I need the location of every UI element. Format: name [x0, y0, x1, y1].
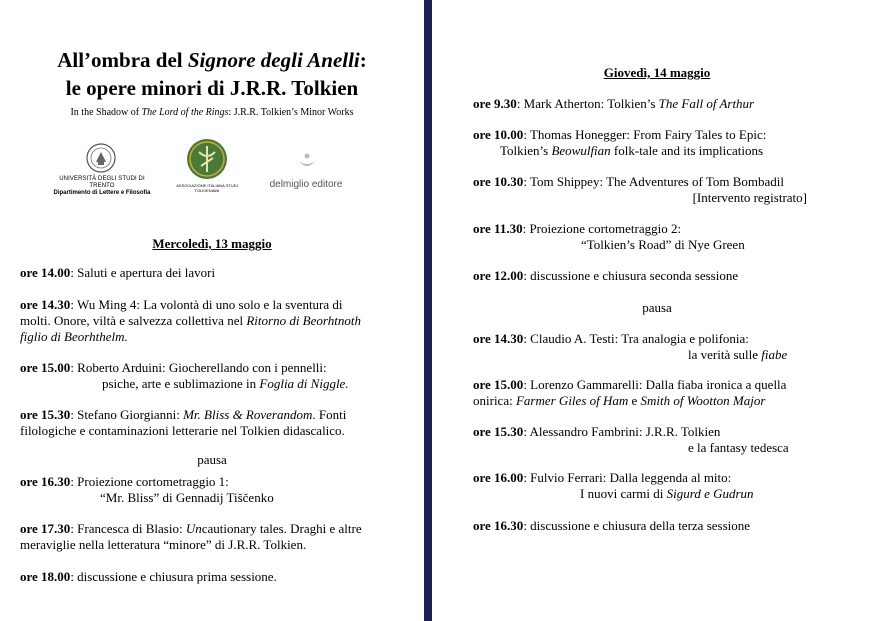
event-time: ore 14.30 — [473, 331, 524, 346]
event-time: ore 10.00 — [473, 127, 524, 142]
event-text: : Wu Ming 4: La volontà di uno solo e la sventura di — [70, 297, 343, 312]
event-time: ore 16.30 — [473, 518, 524, 533]
event-text-after: e — [628, 393, 641, 408]
event-text: : Lorenzo Gammarelli: Dalla fiaba ironica a quella — [523, 377, 787, 392]
event-time: ore 15.00 — [473, 377, 524, 392]
ast-name: ASSOCIAZIONE ITALIANA STUDI TOLKIENIANI — [176, 183, 238, 193]
ast-logo-icon — [186, 138, 228, 180]
delmiglio-moon-icon — [296, 152, 318, 172]
event-time: ore 15.00 — [20, 360, 71, 375]
day2-event-1200 — [473, 268, 738, 284]
event-title-italic: fiabe — [761, 347, 788, 362]
event-text-line2: [Intervento registrato] — [692, 190, 807, 205]
event-text: : Tom Shippey: The Adventures of Tom Bombadil — [523, 174, 785, 189]
event-text: : Proiezione cortometraggio 2: — [522, 221, 682, 236]
event-text: : Proiezione cortometraggio 1: — [70, 474, 229, 489]
event-title-italic: Mr. Bliss & Roverandom — [183, 407, 313, 422]
day1-event-1800 — [20, 569, 277, 585]
day2-event-1600 — [473, 470, 873, 502]
event-time: ore 12.00 — [473, 268, 524, 283]
day1-event-1500 — [20, 360, 420, 392]
day1-event-1430 — [20, 297, 420, 345]
day1-pausa: pausa — [197, 452, 227, 467]
event-text-line2: molti. Onore, viltà e salvezza collettiva nel — [20, 313, 247, 328]
day2-event-1430 — [473, 331, 873, 363]
day2-event-1000 — [473, 127, 873, 159]
subtitle-text: In the Shadow of — [70, 107, 142, 118]
event-text: : Fulvio Ferrari: Dalla leggenda al mito: — [523, 470, 732, 485]
event-title-italic: Sigurd e Gudrun — [666, 486, 754, 501]
subtitle-italic: The Lord of the Rings — [141, 107, 229, 118]
subtitle-rest: : J.R.R. Tolkien’s Minor Works — [228, 107, 354, 118]
event-title-italic: Foglia di Niggle. — [259, 376, 349, 391]
subtitle — [0, 107, 424, 118]
title-colon: : — [359, 48, 367, 72]
event-title-italic-line3: figlio di Beorhthelm. — [20, 329, 128, 344]
event-time: ore 10.30 — [473, 174, 524, 189]
event-text: : Roberto Arduini: Giocherellando con i pennelli: — [70, 360, 327, 375]
event-text-line2: e la fantasy tedesca — [688, 440, 789, 455]
event-title-italic: Farmer Giles of Ham — [515, 393, 629, 408]
event-text-line2: I nuovi carmi di — [580, 486, 667, 501]
day2-event-1530 — [473, 424, 873, 456]
event-time: ore 15.30 — [473, 424, 524, 439]
event-title-italic: Beowulfian — [551, 143, 611, 158]
event-time: ore 9.30 — [473, 96, 517, 111]
event-title-italic: The Fall of Arthur — [658, 96, 755, 111]
day2-event-0930 — [473, 96, 754, 112]
event-text: : discussione e chiusura della terza sessione — [523, 518, 751, 533]
page-divider — [424, 0, 432, 621]
event-text: : discussione e chiusura seconda sessione — [523, 268, 739, 283]
right-page — [432, 0, 882, 621]
event-time: ore 14.30 — [20, 297, 71, 312]
event-text-line2: la verità sulle — [688, 347, 762, 362]
title-text: All’ombra del — [57, 48, 188, 72]
event-text: : Claudio A. Testi: Tra analogia e polifonia: — [523, 331, 749, 346]
day2-pausa: pausa — [642, 300, 672, 315]
event-title-italic: Ritorno di Beorhtnoth — [246, 313, 361, 328]
event-text: : Saluti e apertura dei lavori — [70, 265, 216, 280]
event-text-after: . Fonti — [312, 407, 347, 422]
event-text-line2: psiche, arte e sublimazione in — [102, 376, 260, 391]
event-time: ore 15.30 — [20, 407, 71, 422]
event-title-italic: Un — [185, 521, 202, 536]
event-text: : Francesca di Blasio: — [70, 521, 186, 536]
day2-heading: Giovedì, 14 maggio — [603, 65, 711, 80]
day1-event-1630 — [20, 474, 420, 506]
title-line-1 — [0, 48, 424, 73]
title-line-2: le opere minori di J.R.R. Tolkien — [65, 76, 359, 100]
event-text-line2: Tolkien’s — [500, 143, 552, 158]
event-time: ore 18.00 — [20, 569, 71, 584]
day2-event-1030 — [473, 174, 873, 206]
left-page — [0, 0, 424, 621]
day1-event-1530 — [20, 407, 420, 439]
day2-event-1630 — [473, 518, 750, 534]
university-department: Dipartimento di Lettere e Filosofia — [53, 190, 151, 196]
event-text-line2: onirica: — [473, 393, 516, 408]
day2-event-1130 — [473, 221, 873, 253]
event-time: ore 16.30 — [20, 474, 71, 489]
event-text: : Thomas Honegger: From Fairy Tales to Epic: — [523, 127, 767, 142]
event-title-italic-2: Smith of Wootton Major — [640, 393, 766, 408]
event-text-line2: “Tolkien’s Road” di Nye Green — [581, 237, 745, 252]
event-time: ore 11.30 — [473, 221, 523, 236]
event-text-line2: “Mr. Bliss” di Gennadij Tiščenko — [100, 490, 274, 505]
university-name — [48, 176, 156, 197]
event-text-line2: meraviglie nella letteratura “minore” di J.R.R. Tolkien. — [20, 537, 307, 552]
event-text: : Stefano Giorgianni: — [70, 407, 184, 422]
event-text-line2: filologiche e contaminazioni letterarie nel Tolkien didascalico. — [20, 423, 345, 438]
day1-event-1400 — [20, 265, 215, 281]
event-text: : Alessandro Fambrini: J.R.R. Tolkien — [523, 424, 721, 439]
university-seal-icon — [86, 143, 116, 173]
day1-heading: Mercoledì, 13 maggio — [152, 236, 272, 251]
event-text: : Mark Atherton: Tolkien’s — [516, 96, 659, 111]
day2-event-1500 — [473, 377, 873, 409]
delmiglio-name: delmiglio editore — [269, 179, 343, 190]
event-time: ore 14.00 — [20, 265, 71, 280]
title-italic: Signore degli Anelli — [187, 48, 360, 72]
event-text-after: cautionary tales. Draghi e altre — [201, 521, 362, 536]
event-text-after: folk-tale and its implications — [610, 143, 764, 158]
event-time: ore 16.00 — [473, 470, 524, 485]
day1-event-1730 — [20, 521, 420, 553]
event-time: ore 17.30 — [20, 521, 71, 536]
university-name-line1: UNIVERSITÀ DEGLI STUDI DI TRENTO — [59, 176, 145, 189]
event-text: : discussione e chiusura prima sessione. — [70, 569, 277, 584]
